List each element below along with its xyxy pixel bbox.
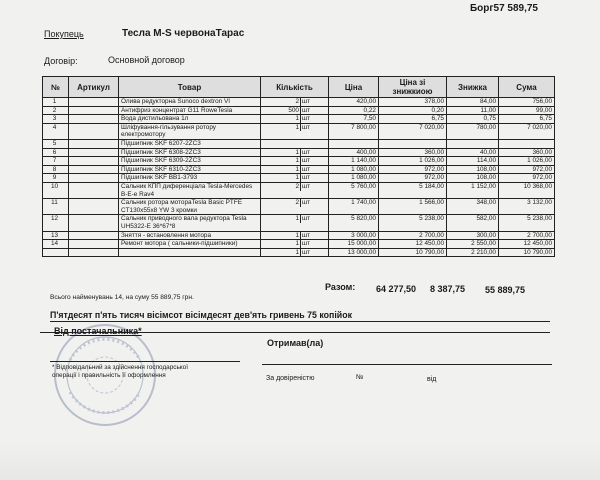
- contract-label: Договір:: [44, 56, 78, 66]
- table-row: [43, 231, 555, 240]
- row-quantity: [261, 215, 329, 231]
- row-number: 7: [43, 157, 69, 166]
- col-product: Товар: [119, 77, 261, 98]
- row-price: 400,00: [329, 148, 379, 157]
- row-discounted-price: 0,20: [379, 106, 447, 115]
- row-quantity: [261, 157, 329, 166]
- row-unit: шт: [302, 174, 311, 182]
- total-sum: 64 277,50: [376, 284, 417, 294]
- amount-in-words: П'ятдесят п'ять тисяч вісімсот вісімдесят дев'ять гривень 75 копійок: [50, 310, 352, 320]
- table-row: [43, 98, 555, 107]
- row-number: 12: [43, 215, 69, 231]
- row-qty-value: 1: [261, 115, 301, 123]
- row-discount: 1 152,00: [447, 182, 499, 198]
- table-row: [43, 215, 555, 231]
- row-price: [329, 139, 379, 148]
- row-article: [69, 248, 119, 257]
- row-price: 420,00: [329, 98, 379, 107]
- row-unit: шт: [302, 215, 311, 223]
- row-quantity: [261, 240, 329, 249]
- row-discount: [447, 139, 499, 148]
- row-quantity: [261, 148, 329, 157]
- row-quantity: [261, 165, 329, 174]
- row-price: 3 000,00: [329, 231, 379, 240]
- row-quantity: [261, 115, 329, 124]
- buyer-value: Тесла M-S червонаТарас: [122, 28, 245, 39]
- row-qty-value: 1: [261, 215, 301, 223]
- row-discounted-price: 12 450,00: [379, 240, 447, 249]
- total-amount: 55 889,75: [485, 285, 526, 295]
- row-article: [69, 199, 119, 215]
- table-row: [43, 240, 555, 249]
- row-discounted-price: 1 026,00: [379, 157, 447, 166]
- row-qty-value: 1: [261, 166, 301, 174]
- row-quantity: [261, 98, 329, 107]
- row-unit: шт: [302, 248, 311, 256]
- row-price: 1 740,00: [329, 199, 379, 215]
- proxy-label: За довіреністю: [266, 375, 315, 382]
- row-number: 3: [43, 115, 69, 124]
- row-discounted-price: 7 020,00: [379, 123, 447, 139]
- row-unit: шт: [302, 115, 311, 123]
- row-number: 2: [43, 106, 69, 115]
- row-product: Сальник ротора мотораTesla Basic PTFE CT130x55x8 YW 3 кромки: [119, 199, 261, 215]
- row-sum: 12 450,00: [499, 240, 555, 249]
- row-discounted-price: 378,00: [379, 98, 447, 107]
- row-discount: 2 210,00: [447, 248, 499, 257]
- row-article: [69, 115, 119, 124]
- row-quantity: [261, 139, 329, 148]
- row-article: [69, 106, 119, 115]
- row-qty-value: 2: [261, 98, 301, 106]
- receiver-signature-line: [262, 364, 552, 365]
- row-number: 13: [43, 231, 69, 240]
- row-discounted-price: 1 566,00: [379, 199, 447, 215]
- table-row: [43, 182, 555, 198]
- row-qty-value: 500: [261, 107, 301, 115]
- row-product: Шліфування-гільзування ротору електромотору: [119, 123, 261, 139]
- col-price: Ціна: [329, 77, 379, 98]
- row-unit: шт: [302, 182, 311, 190]
- row-sum: 3 132,00: [499, 199, 555, 215]
- row-sum: 756,00: [499, 98, 555, 107]
- col-number: №: [43, 77, 69, 98]
- row-discount: 2 550,00: [447, 240, 499, 249]
- row-sum: 972,00: [499, 174, 555, 183]
- row-discounted-price: [379, 139, 447, 148]
- table-header-row: [43, 77, 555, 98]
- row-qty-value: 1: [261, 149, 301, 157]
- totals-label: Разом:: [325, 282, 356, 292]
- row-article: [69, 182, 119, 198]
- row-discounted-price: 6,75: [379, 115, 447, 124]
- row-product: Антифриз концентрат G11 RoweTesla: [119, 106, 261, 115]
- row-product: Сальник КПП диференціала Tesla-Mercedes B-E-e Rav4: [119, 182, 261, 198]
- row-article: [69, 174, 119, 183]
- row-price: 1 140,00: [329, 157, 379, 166]
- row-quantity: [261, 199, 329, 215]
- row-product: Підшипник SKF 6207-2ZC3: [119, 139, 261, 148]
- row-unit: шт: [302, 231, 311, 239]
- row-number: 8: [43, 165, 69, 174]
- row-article: [69, 139, 119, 148]
- row-article: [69, 148, 119, 157]
- row-number: 6: [43, 148, 69, 157]
- row-article: [69, 231, 119, 240]
- row-qty-value: 1: [261, 249, 301, 257]
- row-qty-value: 1: [261, 232, 301, 240]
- row-discount: 780,00: [447, 123, 499, 139]
- row-qty-value: 2: [261, 183, 301, 191]
- col-discounted-price: Ціна зі знижкиою: [379, 77, 447, 98]
- row-number: 5: [43, 139, 69, 148]
- row-qty-value: 1: [261, 240, 301, 248]
- table-row: [43, 123, 555, 139]
- row-product: Вода дистильована 1л: [119, 115, 261, 124]
- buyer-label: Покупець: [44, 29, 84, 39]
- table-row: [43, 148, 555, 157]
- row-quantity: [261, 182, 329, 198]
- row-sum: 972,00: [499, 165, 555, 174]
- row-discounted-price: 972,00: [379, 165, 447, 174]
- row-number: 10: [43, 182, 69, 198]
- row-price: 1 080,00: [329, 174, 379, 183]
- row-article: [69, 98, 119, 107]
- proxy-date-label: від: [427, 376, 437, 383]
- paper-bottom: [0, 440, 600, 480]
- table-row: [43, 106, 555, 115]
- supplier-note: * Відповідальний за здійснення господарської операції і правильність її оформлення: [52, 364, 189, 379]
- table-row: [43, 115, 555, 124]
- row-product: Підшипник SKF BB1-3793: [119, 174, 261, 183]
- row-sum: 6,75: [499, 115, 555, 124]
- row-sum: 2 700,00: [499, 231, 555, 240]
- row-discounted-price: 360,00: [379, 148, 447, 157]
- row-sum: 1 026,00: [499, 157, 555, 166]
- col-sum: Сума: [499, 77, 555, 98]
- row-product: Ремонт мотора ( сальники-підшипники): [119, 240, 261, 249]
- row-quantity: [261, 174, 329, 183]
- row-product: Сальник приводного вала редуктора Tesla UH5322-E 36*67*8: [119, 215, 261, 231]
- row-article: [69, 165, 119, 174]
- row-sum: 5 238,00: [499, 215, 555, 231]
- row-number: 11: [43, 199, 69, 215]
- receiver-label: Отримав(ла): [267, 338, 324, 348]
- row-sum: 7 020,00: [499, 123, 555, 139]
- row-product: Підшипник SKF 6309-2ZC3: [119, 157, 261, 166]
- table-row: [43, 157, 555, 166]
- row-price: 5 760,00: [329, 182, 379, 198]
- row-price: 0,22: [329, 106, 379, 115]
- row-unit: шт: [302, 98, 311, 105]
- supplier-signature-line: [50, 361, 240, 362]
- row-sum: [499, 139, 555, 148]
- debt-balance: Борг57 589,75: [469, 3, 538, 14]
- table-row: [43, 165, 555, 174]
- row-quantity: [261, 248, 329, 257]
- row-number: 14: [43, 240, 69, 249]
- row-unit: шт: [302, 165, 311, 173]
- row-product: Олива редукторна Sunoco dextron VI: [119, 98, 261, 107]
- row-sum: 360,00: [499, 148, 555, 157]
- row-sum: 10 368,00: [499, 182, 555, 198]
- col-article: Артикул: [69, 77, 119, 98]
- row-article: [69, 240, 119, 249]
- row-product: Зняття - встановлення мотора: [119, 231, 261, 240]
- row-discount: 0,75: [447, 115, 499, 124]
- row-quantity: [261, 231, 329, 240]
- row-qty-value: 2: [261, 199, 301, 207]
- row-article: [69, 123, 119, 139]
- row-product: Підшипник SKF 6308-2ZC3: [119, 148, 261, 157]
- row-price: 7 800,00: [329, 123, 379, 139]
- row-number: [43, 248, 69, 257]
- row-discounted-price: 10 790,00: [379, 248, 447, 257]
- row-sum: 99,00: [499, 106, 555, 115]
- row-discount: 11,00: [447, 106, 499, 115]
- row-price: 13 000,00: [329, 248, 379, 257]
- row-price: 1 080,00: [329, 165, 379, 174]
- items-summary: Всього найменувань 14, на суму 55 889,75 грн.: [50, 294, 194, 301]
- contract-value: Основной договор: [108, 55, 185, 65]
- total-discount: 8 387,75: [430, 284, 466, 294]
- row-unit: шт: [302, 148, 311, 156]
- proxy-number-label: №: [356, 374, 364, 381]
- row-price: 7,50: [329, 115, 379, 124]
- row-discount: 114,00: [447, 157, 499, 166]
- table-row: [43, 139, 555, 148]
- row-sum: 10 790,00: [499, 248, 555, 257]
- col-discount: Знижка: [447, 77, 499, 98]
- row-discount: 300,00: [447, 231, 499, 240]
- table-row: [43, 199, 555, 215]
- row-quantity: [261, 123, 329, 139]
- row-unit: шт: [302, 106, 311, 114]
- row-discount: 40,00: [447, 148, 499, 157]
- row-unit: шт: [302, 157, 311, 165]
- row-discount: 84,00: [447, 98, 499, 107]
- row-number: 1: [43, 98, 69, 107]
- row-article: [69, 157, 119, 166]
- row-price: 5 820,00: [329, 215, 379, 231]
- row-discount: 582,00: [447, 215, 499, 231]
- row-unit: шт: [302, 123, 311, 131]
- row-number: 4: [43, 123, 69, 139]
- row-price: 15 000,00: [329, 240, 379, 249]
- row-discounted-price: 5 238,00: [379, 215, 447, 231]
- items-table: [42, 76, 555, 257]
- row-unit: шт: [302, 240, 311, 248]
- row-product: Підшипник SKF 6310-2ZC3: [119, 165, 261, 174]
- row-qty-value: 1: [261, 157, 301, 165]
- row-discounted-price: 2 700,00: [379, 231, 447, 240]
- row-discount: 108,00: [447, 174, 499, 183]
- row-discounted-price: 972,00: [379, 174, 447, 183]
- row-discounted-price: 5 184,00: [379, 182, 447, 198]
- table-row: [43, 174, 555, 183]
- col-quantity: Кількість: [261, 77, 329, 98]
- row-number: 9: [43, 174, 69, 183]
- row-discount: 108,00: [447, 165, 499, 174]
- row-quantity: [261, 106, 329, 115]
- row-product: [119, 248, 261, 257]
- supplier-signature-label: Від постачальника*: [54, 326, 142, 336]
- row-article: [69, 215, 119, 231]
- row-qty-value: 1: [261, 124, 301, 132]
- row-discount: 348,00: [447, 199, 499, 215]
- table-row: [43, 248, 555, 257]
- row-unit: шт: [302, 199, 311, 207]
- row-qty-value: 1: [261, 174, 301, 182]
